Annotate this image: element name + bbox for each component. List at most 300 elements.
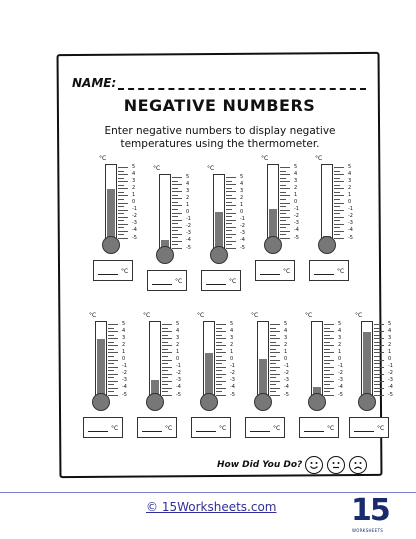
scale-minor-tick — [162, 384, 168, 385]
answer-unit-label: °C — [121, 268, 129, 275]
scale-tick — [334, 167, 344, 168]
answer-unit-label: °C — [337, 268, 345, 275]
scale-tick-label: 4 — [338, 327, 342, 334]
scale-tick — [118, 174, 128, 175]
scale-minor-tick — [172, 216, 178, 217]
scale-minor-tick — [334, 220, 340, 221]
scale-tick — [108, 388, 118, 389]
scale-minor-tick — [270, 349, 276, 350]
scale-minor-tick — [334, 192, 340, 193]
scale-tick-label: 0 — [348, 199, 352, 205]
scale-minor-tick — [270, 335, 276, 336]
scale-tick — [108, 352, 118, 353]
scale-tick — [118, 224, 128, 225]
scale-tick — [162, 360, 172, 361]
scale-minor-tick — [108, 391, 114, 392]
answer-box[interactable] — [83, 417, 123, 438]
scale-tick-label: 3 — [348, 177, 352, 184]
scale-minor-tick — [108, 377, 114, 378]
scale-tick-label: 0 — [338, 356, 342, 362]
scale-minor-tick — [226, 223, 232, 224]
thermometer-unit-label: °C — [207, 165, 215, 172]
scale-tick-label: -3 — [338, 377, 343, 384]
scale-minor-tick — [216, 363, 222, 364]
scale-minor-tick — [324, 342, 330, 343]
scale-tick-label: 4 — [132, 170, 136, 177]
answer-box[interactable] — [201, 270, 241, 291]
mercury-level — [107, 189, 115, 241]
scale-minor-tick — [108, 335, 114, 336]
scale-tick-label: -2 — [122, 370, 127, 377]
mercury-level — [363, 332, 371, 398]
thermometer — [355, 312, 398, 447]
scale-minor-tick — [172, 237, 178, 238]
scale-tick-label: -1 — [338, 363, 343, 370]
scale-tick — [108, 338, 118, 339]
scale-minor-tick — [324, 363, 330, 364]
scale-tick-label: 0 — [240, 209, 244, 215]
scale-minor-tick — [270, 391, 276, 392]
thermometer-tube — [159, 174, 171, 251]
scale-tick — [172, 248, 182, 249]
scale-tick — [324, 345, 334, 346]
scale-tick — [374, 324, 384, 325]
logo-number: 15 — [351, 493, 389, 528]
scale-tick — [226, 227, 236, 228]
scale-tick — [324, 360, 334, 361]
thermometer — [251, 312, 294, 447]
scale-tick-label: 1 — [122, 348, 126, 355]
answer-unit-label: °C — [273, 425, 281, 432]
rating-prompt: How Did You Do? — [217, 460, 303, 470]
scale-tick — [216, 395, 226, 396]
thermometer-tube — [203, 321, 215, 398]
scale-tick — [108, 331, 118, 332]
scale-tick — [162, 388, 172, 389]
scale-minor-tick — [280, 199, 286, 200]
scale-minor-tick — [226, 188, 232, 189]
scale-minor-tick — [270, 377, 276, 378]
scale-tick-label: 1 — [284, 348, 288, 355]
scale-minor-tick — [334, 213, 340, 214]
scale-tick — [280, 203, 290, 204]
scale-tick — [172, 227, 182, 228]
scale-minor-tick — [118, 213, 124, 214]
scale-tick-label: -5 — [338, 391, 343, 398]
scale-tick-label: -1 — [230, 363, 235, 370]
site-logo — [351, 493, 389, 537]
scale-minor-tick — [226, 209, 232, 210]
scale-tick — [374, 367, 384, 368]
scale-tick-label: 2 — [388, 341, 392, 348]
scale-minor-tick — [334, 227, 340, 228]
scale-tick — [270, 367, 280, 368]
scale-tick-label: 1 — [240, 201, 244, 208]
scale-minor-tick — [270, 384, 276, 385]
scale-tick-label: 0 — [122, 356, 126, 362]
scale-tick — [108, 395, 118, 396]
scale-tick — [172, 213, 182, 214]
answer-unit-label: °C — [219, 425, 227, 432]
scale-tick-label: 5 — [240, 173, 244, 180]
scale-tick-label: -1 — [186, 216, 191, 223]
answer-line — [196, 431, 216, 432]
thermometer — [315, 155, 358, 290]
name-row — [72, 76, 372, 96]
thermometer — [197, 312, 240, 447]
thermometer-unit-label: °C — [143, 312, 151, 319]
scale-minor-tick — [374, 370, 380, 371]
answer-box[interactable] — [299, 417, 339, 438]
scale-minor-tick — [280, 213, 286, 214]
scale-tick-label: -5 — [388, 391, 393, 398]
scale-tick — [324, 381, 334, 382]
scale-minor-tick — [324, 384, 330, 385]
scale-minor-tick — [172, 244, 178, 245]
scale-tick — [172, 184, 182, 185]
answer-line — [98, 274, 118, 275]
thermometer — [143, 312, 186, 447]
thermometer-unit-label: °C — [355, 312, 363, 319]
answer-unit-label: °C — [327, 425, 335, 432]
scale-minor-tick — [270, 342, 276, 343]
thermometer-scale — [280, 164, 302, 241]
scale-tick-label: 2 — [186, 194, 190, 201]
scale-tick — [374, 338, 384, 339]
scale-tick — [118, 181, 128, 182]
scale-tick — [334, 195, 344, 196]
thermometer-tube — [95, 321, 107, 398]
scale-tick — [334, 181, 344, 182]
scale-tick-label: 5 — [132, 163, 136, 170]
scale-minor-tick — [118, 206, 124, 207]
scale-tick — [226, 220, 236, 221]
answer-box[interactable] — [309, 260, 349, 281]
thermometer-unit-label: °C — [197, 312, 205, 319]
scale-tick-label: 1 — [338, 348, 342, 355]
scale-tick — [108, 360, 118, 361]
thermometer — [153, 165, 196, 300]
scale-tick-label: -5 — [284, 391, 289, 398]
answer-line — [250, 431, 270, 432]
scale-tick — [226, 241, 236, 242]
scale-tick — [374, 345, 384, 346]
scale-minor-tick — [118, 227, 124, 228]
scale-tick — [270, 345, 280, 346]
scale-tick-label: -3 — [186, 230, 191, 237]
thermometer — [305, 312, 348, 447]
scale-tick-label: 2 — [122, 341, 126, 348]
scale-tick-label: 5 — [338, 320, 342, 327]
scale-minor-tick — [162, 363, 168, 364]
scale-tick-label: 1 — [132, 191, 136, 198]
scale-minor-tick — [374, 335, 380, 336]
scale-tick-label: 1 — [348, 191, 352, 198]
scale-minor-tick — [374, 377, 380, 378]
scale-tick-label: -2 — [338, 370, 343, 377]
scale-minor-tick — [172, 188, 178, 189]
thermometer-unit-label: °C — [153, 165, 161, 172]
scale-tick — [270, 338, 280, 339]
scale-tick-label: -1 — [132, 206, 137, 213]
thermometer-unit-label: °C — [99, 155, 107, 162]
scale-tick — [374, 374, 384, 375]
scale-minor-tick — [216, 377, 222, 378]
scale-tick-label: 3 — [284, 334, 288, 341]
scale-tick-label: 0 — [230, 356, 234, 362]
scale-tick — [172, 234, 182, 235]
thermometer — [261, 155, 304, 290]
scale-tick — [118, 210, 128, 211]
thermometer-tube — [311, 321, 323, 398]
scale-tick-label: 0 — [294, 199, 298, 205]
scale-minor-tick — [216, 335, 222, 336]
scale-tick-label: 1 — [294, 191, 298, 198]
scale-tick — [270, 352, 280, 353]
scale-minor-tick — [162, 328, 168, 329]
scale-minor-tick — [280, 192, 286, 193]
scale-minor-tick — [162, 349, 168, 350]
scale-minor-tick — [334, 185, 340, 186]
thermometer — [207, 165, 250, 300]
scale-tick-label: 2 — [294, 184, 298, 191]
scale-tick — [118, 167, 128, 168]
answer-box[interactable] — [137, 417, 177, 438]
scale-tick-label: 3 — [132, 177, 136, 184]
scale-tick-label: 0 — [284, 356, 288, 362]
scale-minor-tick — [226, 230, 232, 231]
scale-tick-label: 1 — [176, 348, 180, 355]
scale-tick — [118, 188, 128, 189]
scale-tick-label: 5 — [348, 163, 352, 170]
scale-tick-label: -2 — [186, 223, 191, 230]
scale-tick — [280, 238, 290, 239]
answer-box[interactable] — [255, 260, 295, 281]
scale-tick — [280, 174, 290, 175]
scale-tick — [270, 388, 280, 389]
scale-tick — [216, 360, 226, 361]
scale-tick — [280, 210, 290, 211]
scale-minor-tick — [118, 171, 124, 172]
scale-tick — [226, 205, 236, 206]
scale-tick-label: -1 — [122, 363, 127, 370]
thermometer — [89, 312, 132, 447]
scale-tick — [324, 374, 334, 375]
scale-tick — [118, 238, 128, 239]
scale-tick — [374, 360, 384, 361]
scale-minor-tick — [280, 185, 286, 186]
scale-tick-label: -5 — [294, 234, 299, 241]
scale-tick — [226, 191, 236, 192]
scale-minor-tick — [324, 370, 330, 371]
answer-box[interactable] — [349, 417, 389, 438]
scale-tick-label: 2 — [240, 194, 244, 201]
scale-tick — [334, 188, 344, 189]
scale-tick — [280, 224, 290, 225]
scale-minor-tick — [108, 349, 114, 350]
scale-minor-tick — [270, 328, 276, 329]
thermometer-tube — [213, 174, 225, 251]
answer-box[interactable] — [147, 270, 187, 291]
scale-tick — [108, 381, 118, 382]
scale-minor-tick — [172, 230, 178, 231]
thermometer-scale — [334, 164, 356, 241]
scale-minor-tick — [216, 370, 222, 371]
answer-box[interactable] — [191, 417, 231, 438]
scale-tick — [270, 381, 280, 382]
scale-tick-label: 0 — [388, 356, 392, 362]
scale-minor-tick — [216, 384, 222, 385]
answer-unit-label: °C — [175, 278, 183, 285]
scale-tick — [324, 367, 334, 368]
answer-line — [260, 274, 280, 275]
scale-minor-tick — [270, 356, 276, 357]
answer-line — [152, 284, 172, 285]
scale-tick — [216, 367, 226, 368]
scale-minor-tick — [216, 328, 222, 329]
scale-tick-label: 1 — [186, 201, 190, 208]
scale-tick — [334, 231, 344, 232]
scale-minor-tick — [162, 377, 168, 378]
copyright-link[interactable]: © 15Worksheets.com — [146, 500, 277, 514]
answer-box[interactable] — [93, 260, 133, 281]
thermometer-scale — [270, 321, 292, 398]
answer-line — [142, 431, 162, 432]
scale-tick-label: 5 — [284, 320, 288, 327]
mercury-level — [205, 353, 213, 398]
scale-minor-tick — [324, 335, 330, 336]
logo-word: WORKSHEETS — [352, 528, 384, 533]
scale-tick — [270, 395, 280, 396]
scale-minor-tick — [334, 234, 340, 235]
scale-tick — [374, 381, 384, 382]
scale-tick — [172, 198, 182, 199]
scale-tick-label: -2 — [284, 370, 289, 377]
scale-tick-label: 5 — [388, 320, 392, 327]
scale-tick-label: -3 — [284, 377, 289, 384]
scale-tick — [118, 203, 128, 204]
scale-minor-tick — [118, 220, 124, 221]
scale-tick — [216, 338, 226, 339]
answer-unit-label: °C — [165, 425, 173, 432]
scale-tick — [162, 331, 172, 332]
scale-tick-label: 4 — [176, 327, 180, 334]
scale-minor-tick — [226, 237, 232, 238]
scale-tick — [324, 388, 334, 389]
scale-tick-label: -1 — [176, 363, 181, 370]
scale-tick-label: -3 — [348, 220, 353, 227]
happy-face-icon — [305, 456, 323, 474]
scale-tick-label: -1 — [240, 216, 245, 223]
scale-tick-label: 2 — [348, 184, 352, 191]
scale-tick-label: -3 — [230, 377, 235, 384]
scale-tick-label: -4 — [294, 227, 299, 234]
thermometer-scale — [226, 174, 248, 251]
scale-tick — [226, 198, 236, 199]
scale-tick — [324, 352, 334, 353]
thermometer — [99, 155, 142, 290]
scale-minor-tick — [374, 328, 380, 329]
scale-tick — [162, 324, 172, 325]
scale-tick — [216, 388, 226, 389]
scale-tick-label: 4 — [294, 170, 298, 177]
mercury-level — [97, 339, 105, 398]
scale-minor-tick — [374, 342, 380, 343]
scale-tick-label: -1 — [388, 363, 393, 370]
scale-tick-label: 3 — [186, 187, 190, 194]
scale-minor-tick — [324, 391, 330, 392]
scale-tick-label: -4 — [132, 227, 137, 234]
scale-tick-label: -5 — [132, 234, 137, 241]
scale-tick-label: 4 — [388, 327, 392, 334]
scale-tick-label: 4 — [348, 170, 352, 177]
scale-minor-tick — [172, 209, 178, 210]
scale-tick-label: 0 — [176, 356, 180, 362]
scale-tick-label: -3 — [388, 377, 393, 384]
scale-minor-tick — [226, 244, 232, 245]
answer-unit-label: °C — [111, 425, 119, 432]
scale-tick-label: 1 — [230, 348, 234, 355]
scale-tick-label: 5 — [176, 320, 180, 327]
scale-tick — [334, 238, 344, 239]
scale-tick — [216, 324, 226, 325]
scale-tick — [324, 395, 334, 396]
answer-line — [304, 431, 324, 432]
thermometer-scale — [118, 164, 140, 241]
scale-tick — [172, 191, 182, 192]
thermometer-unit-label: °C — [261, 155, 269, 162]
answer-line — [206, 284, 226, 285]
scale-tick — [216, 352, 226, 353]
scale-tick-label: -4 — [348, 227, 353, 234]
scale-tick-label: 4 — [186, 180, 190, 187]
thermometer-scale — [172, 174, 194, 251]
scale-minor-tick — [118, 199, 124, 200]
scale-tick — [226, 234, 236, 235]
scale-minor-tick — [172, 181, 178, 182]
scale-tick-label: -5 — [230, 391, 235, 398]
answer-box[interactable] — [245, 417, 285, 438]
scale-tick-label: -1 — [348, 206, 353, 213]
scale-tick — [334, 203, 344, 204]
scale-minor-tick — [172, 223, 178, 224]
scale-minor-tick — [324, 349, 330, 350]
scale-tick — [118, 231, 128, 232]
scale-tick-label: 4 — [122, 327, 126, 334]
scale-tick-label: -5 — [186, 244, 191, 251]
scale-tick — [108, 324, 118, 325]
scale-tick-label: 3 — [122, 334, 126, 341]
scale-tick-label: -2 — [388, 370, 393, 377]
scale-tick — [374, 388, 384, 389]
scale-tick — [280, 217, 290, 218]
scale-minor-tick — [216, 349, 222, 350]
scale-tick-label: -2 — [176, 370, 181, 377]
answer-line — [354, 431, 374, 432]
scale-minor-tick — [334, 171, 340, 172]
scale-minor-tick — [374, 349, 380, 350]
name-label: NAME: — [72, 76, 117, 90]
scale-tick — [324, 324, 334, 325]
scale-minor-tick — [374, 384, 380, 385]
scale-minor-tick — [162, 391, 168, 392]
scale-minor-tick — [216, 356, 222, 357]
scale-tick — [280, 181, 290, 182]
scale-tick — [108, 367, 118, 368]
answer-unit-label: °C — [283, 268, 291, 275]
scale-tick-label: 4 — [230, 327, 234, 334]
scale-tick — [216, 331, 226, 332]
